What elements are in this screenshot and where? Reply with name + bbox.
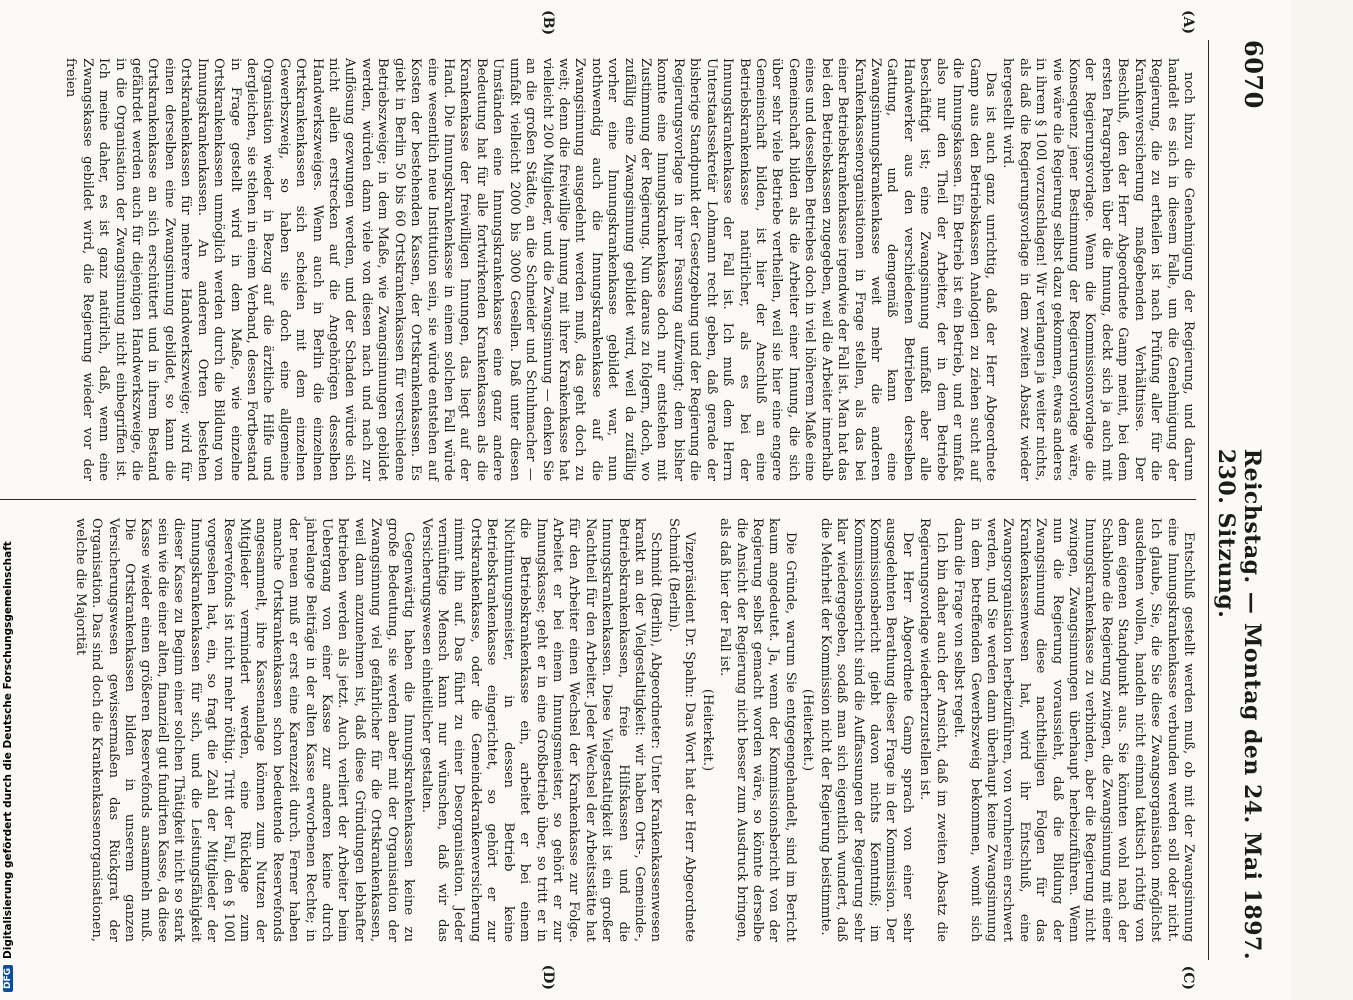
left-column [0,10,1196,500]
paragraph: Entschluß gestellt werden muß, ob mit der Zwangsinnung eine Innungskrankenkasse verbunden werden soll oder nicht. Ich glaube, Sie, die Sie diese Zwangsorganisation möglichst ausdehnen wollen, handeln nicht einmal taktisch richtig von dem eigenen Standpunkt aus. Sie könnten wohl nach der Schablone die Regierung zwingen, die Zwangsinnung mit einer Innungskrankenkasse zu verbinden, aber die Regierung nicht zwingen, Zwangsinnungen überhaupt herbeizuführen. Wenn nun die Regierung voraussieht, daß die Bildung der Zwangsinnung diese nachtheiligen Folgen für das Krankenkassenwesen hat, wird ihr Entschluß, eine Zwangsorganisation herbeizuführen, von vornherein erschwert werden, und Sie werden dann überhaupt keine Zwangsinnung in dem betreffenden Gewerbszweig bekommen, womit sich dann die Frage von selbst regelt. [951,518,1196,942]
header-date: Montag den 24. Mai 1897. [1239,623,1265,960]
digitization-footer [0,0,16,1000]
paragraph: Ich bin daher auch der Ansicht, daß im zweiten Absatz die Regierungsvorlage wiederherzustellen ist. [917,518,949,942]
speaker-announcement: Vizepräsident Dr. Spahn: Das Wort hat der Herr Abgeordnete Schmidt (Berlin). [665,518,698,942]
interjection: (Heiterkeit.) [699,688,715,772]
paragraph: Der Herr Abgeordnete Gamp sprach von einer sehr ausgedehnten Berathung dieser Frage in der Kommission. Der Kommissionsbericht giebt davon nichts Kenntniß; im Kommissionsbericht sind die Auffassungen der Regierung sehr klar wiedergegeben, sodaß man sich eigentlich wundert, daß die Mehrheit der Kommission nicht der Regierung beistimmte. [817,518,915,942]
margin-marker-d: (D) [540,964,556,990]
margin-marker-a: (A) [1180,10,1196,35]
paragraph: Schmidt (Berlin), Abgeordneter: Unter Krankenkassenwesen krankt an der Vielgestaltigkeit: wir haben Orts-, Gemeinde-, Betriebskrankenkassen, freie Hilfskassen und die Innungskrankenkassen. Diese Vielgestaltigkeit ist ein großer Nachtheil für den Arbeiter. Jeder Wechsel der Arbeitsstätte hat für den Arbeiter einen Wechsel der Krankenkasse zur Folge. Arbeitet er bei einem Innungsmeister, so gehört er zur Innungskasse; geht er in eine Großbetrieb über, so tritt er in die Betriebskrankenkasse ein, arbeitet er bei einem Nichtinnungsmeister, in dessen Betrieb keine Betriebskrankenkasse eingerichtet, so gehört er zur Ortskrankenkasse, oder die Gemeindekrankenversicherung nimmt ihn auf. Das führt zu einer Desorganisation. Jeder vernünftige Mensch kann nur wünschen, daß wir das Versicherungswesen einheitlicher gestalten. [418,518,664,942]
margin-marker-b: (B) [540,10,556,36]
footer-text: Digitalisierung gefördert durch die Deutsche Forschungsgemeinschaft [2,541,14,959]
page-number: 6070 [1239,40,1268,109]
margin-marker-c: (C) [1180,965,1196,990]
paragraph: Die Gründe, warum Sie entgegengehandelt, sind im Bericht kaum angedeutet. Ja, wenn der Kommissionsbericht von der Regierung selbst gemacht worden wäre, so könnte derselbe die Ansicht der Regierung nicht besser zum Ausdruck bringen, als daß hier der Fall ist. [717,518,798,942]
page-header [1208,40,1268,960]
paragraph: Das ist auch ganz unrichtig, daß der Herr Abgeordnete Gamp aus den Betriebskassen Analogien zu ziehen sucht auf die Innungskassen. Ein Betrieb ist ein Betrieb, und er umfaßt also nur den Theil der Arbeiter, der in dem Betriebe beschäftigt ist; eine Zwangsinnung umfaßt aber alle Handwerker aus den verschiedenen Betrieben derselben Gattung, und demgemäß kann eine Zwangsinnungskrankenkasse weit mehr die anderen Krankenkassenorganisationen in Frage stellen, als das bei einer Betriebskrankenkasse irgendwie der Fall ist. Man hat das bei den Betriebskassen zugegeben, weil die Arbeiter innerhalb eines und desselben Betriebes doch in viel höherem Maße eine Gemeinschaft bilden als die Arbeiter einer Innung, die sich über sehr viele Betriebe vertheilen, weil sie hier eine engere Gemeinschaft bilden, ist hier der Anschluß an eine Betriebskrankenkasse natürlicher, als es bei der Innungskrankenkasse der Fall ist. Ich muß dem Herrn Unterstaatssekretär Lohmann recht geben, daß gerade der bisherige Standpunkt der Gesetzgebung und der Regierung die Regierungsvorlage in ihrer Fassung aufzwingt; dem bisher konnte eine Innungskrankenkasse doch nur entstehen mit Zustimmung der Regierung. Nun daraus zu folgern, doch, wo zufällig eine Zwangsinnung gebildet wird, weil da zufällig vorher eine Innungskrankenkasse gebildet war, nun nothwendig auch die Innungskrankenkasse auf die Zwangsinnung ausgedehnt werden muß, das geht doch zu weit; denn die freiwillige Innung mit ihrer Krankenkasse hat vielleicht 200 Mitglieder, und die Zwangsinnung — denken Sie an die großen Städte, an die Schneider und Schuhmacher — umfaßt vielleicht 2000 bis 3000 Gesellen. Daß unter diesen Umständen eine Innungskrankenkasse eine ganz andere Bedeutung hat für alle fortwirkenden Krankenkassen als die Krankenkasse der freiwilligen Innungen, das liegt auf der Hand. Die Innungskrankenkasse in einem solchen Fall würde eine wesentlich neue Institution sein, sie würde entstehen auf Kosten der bestehenden Kassen, der Ortskrankenkassen. Es giebt in Berlin 50 bis 60 Ortskrankenkassen für verschiedene Betriebszweige; in dem Maße, wie Zwangsinnungen gebildet werden, würden dann viele von diesen nach und nach zur Auflösung gezwungen werden, und der Schaden würde sich nicht allein erstrecken auf die Angehörigen desselben Handwerkszweiges. Wenn auch in Berlin die einzelnen Ortskrankenkassen sich scheiden mit dem einzelnen Gewerbszweig, so haben sie doch eine allgemeine Organisation wieder in Bezug auf die ärztliche Hilfe und dergleichen, sie stehen in einem Verband, dessen Fortbestand in Frage gestellt wird in dem Maße, wie einzelne Ortskrankenkassen unmöglich werden durch die Bildung von Innungskrankenkassen. An anderen Orten bestehen Ortskrankenkassen für mehrere Handwerkszweige; wird für einen derselben eine Zwangsinnung gebildet, so kann die Ortskrankenkasse an sich erschüttert und in ihrem Bestand gefährdet werden auch für diejenigen Handwerkszweige, die in die Organisation der Zwangsinnung nicht einbegriffen ist. Ich meine daher, es ist ganz natürlich, daß, wenn eine Zwangskasse gebildet wird, die Regierung wieder vor der freien [63,58,998,481]
header-session: Reichstag. — 230. Sitzung. [1213,448,1265,619]
interjection: (Heiterkeit.) [800,688,816,772]
dfg-logo: DFG [3,965,13,992]
paragraph: Gegenwärtig haben die Innungskrankenkassen keine zu große Bedeutung, sie werden aber mit der Organisation der Zwangsinnung viel gefährlicher für die Ortskrankenkassen, weil dann anzunehmen ist, daß diese Gründungen lebhafter betrieben werden als jetzt. Auch verliert der Arbeiter beim Uebergang von einer Kasse zur anderen keine durch jahrelange Beiträge in der alten Kasse erworbenen Rechte; in der neuen muß er erst eine Karenzzeit durch. Ferner haben manche Ortskrankenkassen schon bedeutende Reservefonds angesammelt, ihre Kassenanlage können zum Nutzen der Mitglieder vermindert werden, eine Rücklage zum Reservefonds ist nicht mehr nöthig. Tritt der Fall, den § 100l vorgesehen hat, ein, so fragt die Zahl der Mitglieder der Innungskrankenkassen für sich, und die Leistungsfähigkeit dieser Kasse zu Beginn einer solchen Thätigkeit nicht so stark sein wie die einer alten, finanziell gut fundirten Kasse, da diese Kasse wieder einen größeren Reservefonds ansammeln muß. Die Ortskrankenkassen bilden in unserem ganzen Versicherungswesen gewissermaßen das Rückgrat der Organisation. Das sind doch die Krankenkassenorganisationen, welche die Majorität [72,518,417,942]
paragraph: noch hinzu die Genehmigung der Regierung, und darum handelt es sich in diesem Falle, um die Genehmigung der Regierung, die zu ertheilen ist nach Prüfung aller für die Krankenversicherung maßgebenden Verhältnisse. Der Beschluß, den der Herr Abgeordnete Gamp meint, bei dem ersten Paragraphen über die Innung, deckt sich ja auch mit der Regierungsvorlage. Wenn die Kommissionsvorlage die Konsequenz jener Bestimmung der Regierungsvorlage wäre, wie wäre die Regierung selbst dazu gekommen, etwas anderes in ihrem § 100l vorzuschlagen! Wir verlangen ja weiter nichts, als daß die Regierungsvorlage in dem zweiten Absatz wieder hergestellt wird. [1000,58,1196,481]
